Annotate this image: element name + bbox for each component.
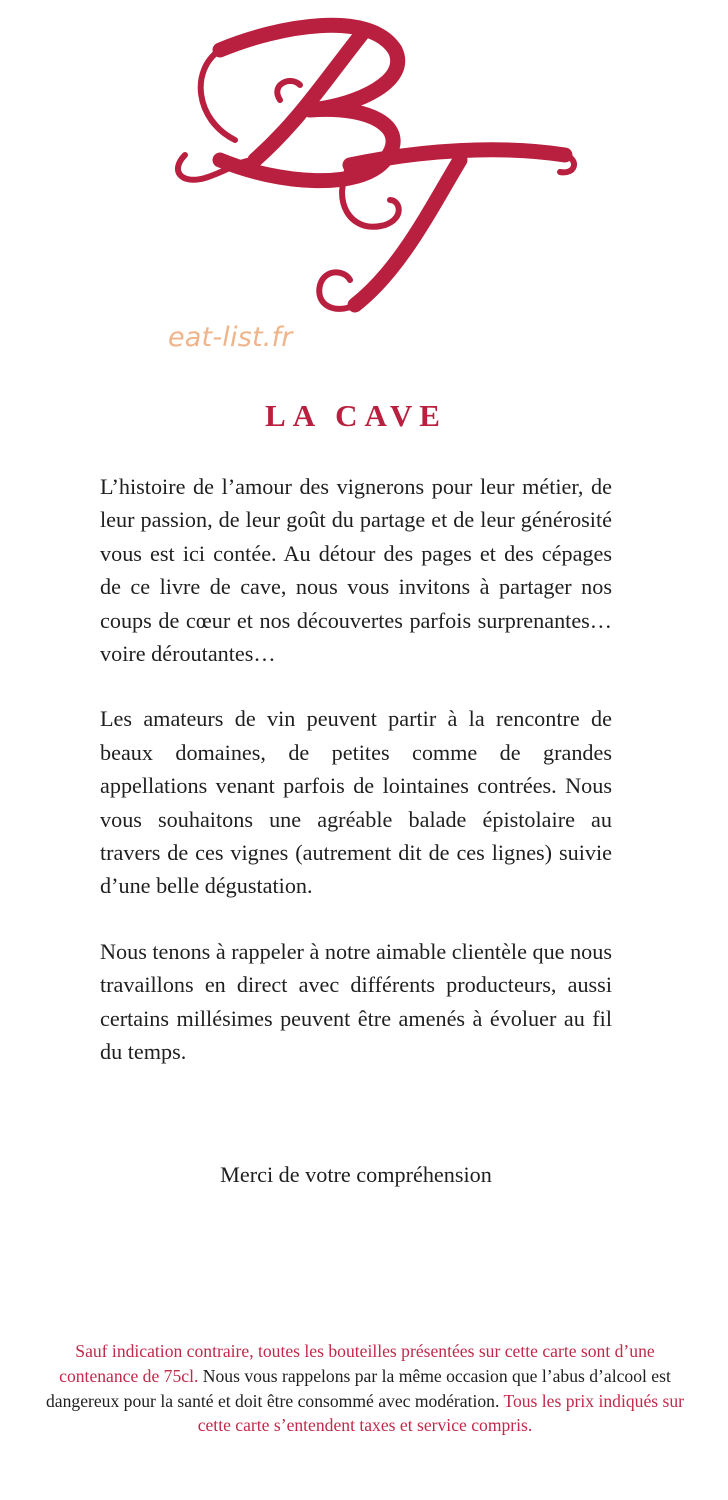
intro-text <box>100 470 612 1101</box>
footer-prices-note: Tous les prix indiqués sur cette carte s’entendent taxes et service compris. <box>197 1390 684 1436</box>
footer-alcohol-warning: Nous vous rappelons par la même occasion que l’abus d’alcool est dangereux pour la santé et doit être consommé avec modération. <box>46 1365 671 1411</box>
footer-capacity-note: Sauf indication contraire, toutes les bouteilles présentées sur cette carte sont d’une contenance de 75cl. <box>59 1341 655 1386</box>
paragraph: L’histoire de l’amour des vignerons pour leur métier, de leur passion, de leur goût du partage et de leur générosité vous est ici contée. Au détour des pages et des cépages de ce livre de cave, nous vous invitons à partager nos coups de cœur et nos découvertes parfois surprenantes… voire déroutantes… <box>100 474 612 667</box>
paragraph: Nous tenons à rappeler à notre aimable clientèle que nous travaillons en direct avec différents producteurs, aussi certains millésimes peuvent être amenés à évoluer au fil du temps. <box>100 938 612 1065</box>
watermark: eat-list.fr <box>168 322 293 353</box>
bt-monogram-logo <box>160 10 590 320</box>
footer-notice <box>40 1339 690 1438</box>
page-title: LA CAVE <box>265 398 447 433</box>
closing-line: Merci de votre compréhension <box>220 1162 492 1187</box>
paragraph: Les amateurs de vin peuvent partir à la rencontre de beaux domaines, de petites comme de grandes appellations venant parfois de lointaines contrées. Nous vous souhaitons une agréable balade épistolaire au travers de ces vignes (autrement dit de ces lignes) suivie d’une belle dégustation. <box>100 706 612 899</box>
